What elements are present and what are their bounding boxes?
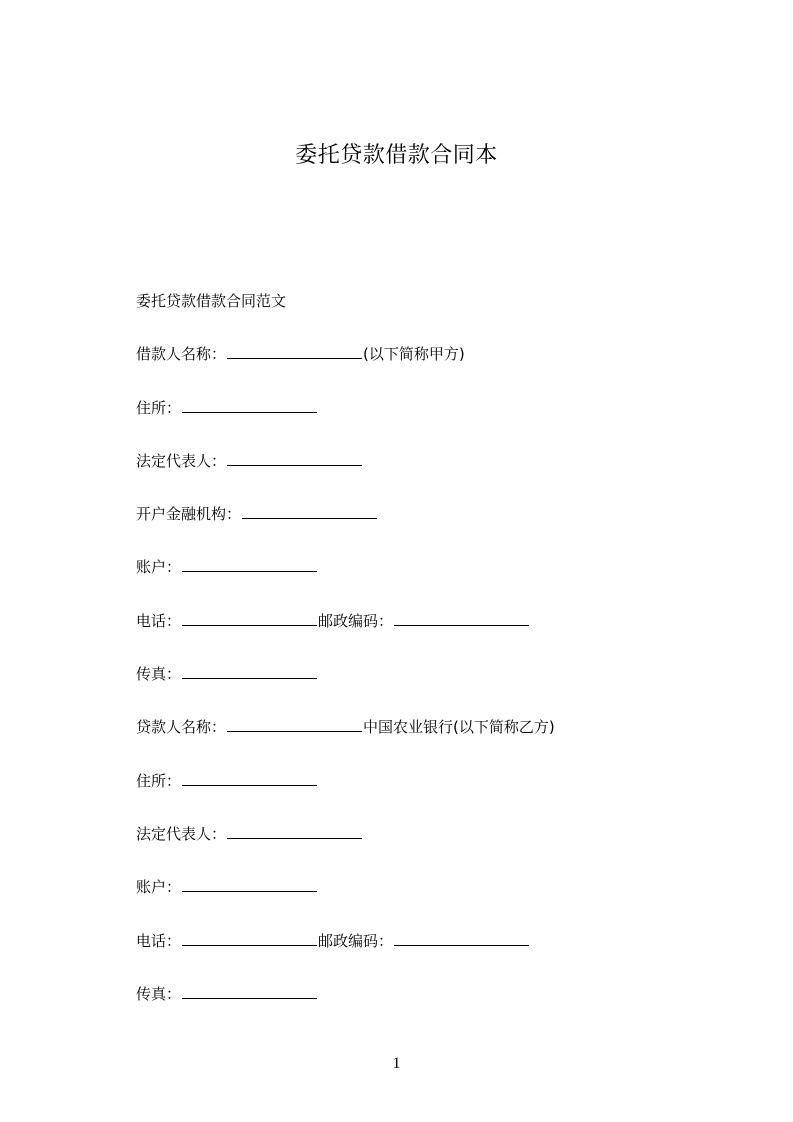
- borrower-legal-rep-blank[interactable]: [227, 453, 362, 466]
- borrower-fax-blank[interactable]: [182, 666, 317, 679]
- borrower-bank-blank[interactable]: [242, 506, 377, 519]
- lender-account-line: [136, 869, 696, 922]
- lender-name-label: 贷款人名称：: [136, 718, 227, 737]
- borrower-account-line: [136, 549, 696, 602]
- lender-address-label: 住所：: [136, 771, 182, 790]
- borrower-legal-rep-label: 法定代表人：: [136, 451, 227, 470]
- lender-phone-blank[interactable]: [182, 933, 317, 946]
- lender-phone-line: [136, 923, 696, 976]
- borrower-phone-line: [136, 603, 696, 656]
- intro-text: 委托贷款借款合同范文: [136, 292, 287, 310]
- page-number: 1: [392, 1055, 401, 1072]
- borrower-name-suffix: (以下简称甲方): [363, 345, 465, 364]
- borrower-fax-label: 传真：: [136, 665, 182, 684]
- lender-name-suffix: 中国农业银行(以下简称乙方): [363, 718, 555, 737]
- lender-postcode-label: 邮政编码：: [318, 931, 394, 950]
- lender-postcode-blank[interactable]: [394, 933, 529, 946]
- lender-address-line: [136, 763, 696, 816]
- borrower-name-blank[interactable]: [227, 346, 362, 359]
- lender-fax-line: [136, 976, 696, 1029]
- borrower-address-blank[interactable]: [182, 400, 317, 413]
- lender-account-blank[interactable]: [182, 879, 317, 892]
- lender-phone-label: 电话：: [136, 931, 182, 950]
- borrower-postcode-blank[interactable]: [394, 613, 529, 626]
- lender-legal-rep-blank[interactable]: [227, 826, 362, 839]
- lender-fax-blank[interactable]: [182, 986, 317, 999]
- lender-name-line: [136, 709, 696, 762]
- borrower-phone-blank[interactable]: [182, 613, 317, 626]
- lender-legal-rep-line: [136, 816, 696, 869]
- borrower-bank-label: 开户金融机构：: [136, 505, 242, 524]
- borrower-postcode-label: 邮政编码：: [318, 611, 394, 630]
- borrower-phone-label: 电话：: [136, 611, 182, 630]
- borrower-address-label: 住所：: [136, 398, 182, 417]
- intro-line: [136, 283, 696, 336]
- borrower-fax-line: [136, 656, 696, 709]
- borrower-name-line: [136, 336, 696, 389]
- contract-body: [136, 283, 696, 1029]
- borrower-bank-line: [136, 496, 696, 549]
- borrower-name-label: 借款人名称：: [136, 345, 227, 364]
- borrower-account-label: 账户：: [136, 558, 182, 577]
- lender-legal-rep-label: 法定代表人：: [136, 824, 227, 843]
- document-title: 委托贷款借款合同本: [295, 143, 498, 168]
- lender-fax-label: 传真：: [136, 984, 182, 1003]
- borrower-address-line: [136, 390, 696, 443]
- lender-address-blank[interactable]: [182, 773, 317, 786]
- lender-name-blank[interactable]: [227, 719, 362, 732]
- borrower-legal-rep-line: [136, 443, 696, 496]
- lender-account-label: 账户：: [136, 878, 182, 897]
- borrower-account-blank[interactable]: [182, 559, 317, 572]
